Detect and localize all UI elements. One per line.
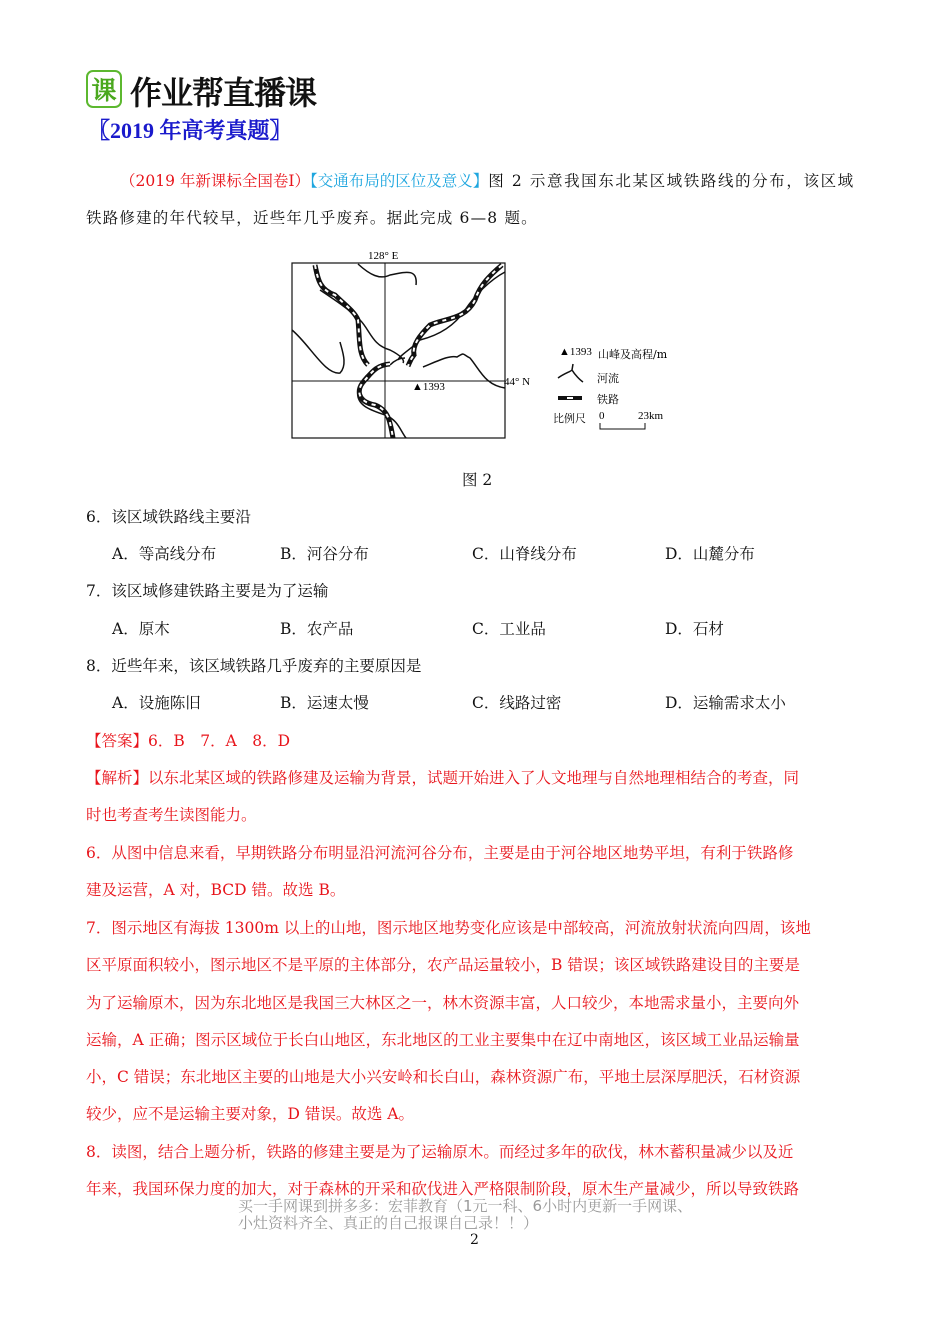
latitude-label: 44° N bbox=[504, 376, 531, 388]
analysis-line: 年来，我国环保力度的加大，对于森林的开采和砍伐进入严格限制阶段，原木生产量减少，所以导致铁路 bbox=[86, 1180, 800, 1198]
q6-option-b: B．河谷分布 bbox=[280, 545, 369, 563]
analysis-line: 建及运营，A 对，BCD 错。故选 B。 bbox=[86, 881, 346, 899]
q8-option-a: A．设施陈旧 bbox=[112, 694, 201, 712]
footer-ad-line-1: 买一手网课到拼多多：宏菲教育（1元一科、6小时内更新一手网课、 bbox=[238, 1197, 693, 1215]
intro-line-1 bbox=[120, 169, 855, 191]
analysis-line: 【解析】以东北某区域的铁路修建及运输为背景，试题开始进入了人文地理与自然地理相结合的考查，同 bbox=[86, 769, 800, 787]
brand-name: 作业帮直播课 bbox=[130, 74, 317, 112]
figure-caption: 图 2 bbox=[462, 471, 493, 489]
analysis-line: 时也考查考生读图能力。 bbox=[86, 806, 257, 824]
intro-text: 图 2 示意我国东北某区域铁路线的分布，该区域 bbox=[488, 172, 855, 190]
legend-peak-label: 山峰及高程/m bbox=[598, 348, 668, 361]
question-8-stem: 8．近些年来，该区域铁路几乎废弃的主要原因是 bbox=[86, 657, 422, 675]
q6-option-d: D．山麓分布 bbox=[665, 545, 755, 563]
analysis-line: 7．图示地区有海拔 1300m 以上的山地，图示地区地势变化应该是中部较高，河流放射状流向四周，该地 bbox=[86, 919, 811, 937]
logo-icon bbox=[86, 70, 122, 108]
q7-option-c: C．工业品 bbox=[472, 620, 546, 638]
scale-zero: 0 bbox=[599, 410, 605, 422]
analysis-line: 小，C 错误；东北地区主要的山地是大小兴安岭和长白山，森林资源广布，平地土层深厚肥沃，石材资源 bbox=[86, 1068, 801, 1086]
legend-river: 河流 bbox=[597, 372, 619, 385]
railway-map bbox=[280, 240, 700, 450]
q7-option-d: D．石材 bbox=[665, 620, 724, 638]
section-title: 〖2019 年高考真题〗 bbox=[88, 118, 292, 143]
footer-ad-line-2: 小灶资料齐全、真正的自己报课自己录！！） bbox=[238, 1214, 539, 1232]
q8-option-c: C．线路过密 bbox=[472, 694, 562, 712]
legend-scale-label: 比例尺 bbox=[553, 412, 586, 425]
q7-option-b: B．农产品 bbox=[280, 620, 354, 638]
q8-option-b: B．运速太慢 bbox=[280, 694, 369, 712]
legend-railway: 铁路 bbox=[597, 393, 619, 406]
intro-line-2: 铁路修建的年代较早，近些年几乎废弃。据此完成 6—8 题。 bbox=[86, 209, 538, 227]
peak-label: ▲1393 bbox=[412, 381, 445, 393]
answer-line: 【答案】6．B 7．A 8．D bbox=[86, 732, 291, 750]
analysis-line: 运输，A 正确；图示区域位于长白山地区，东北地区的工业主要集中在辽中南地区，该区域工业品运输量 bbox=[86, 1031, 800, 1049]
q8-option-d: D．运输需求太小 bbox=[665, 694, 786, 712]
q6-option-a: A．等高线分布 bbox=[112, 545, 217, 563]
q7-option-a: A．原木 bbox=[112, 620, 170, 638]
legend-peak: ▲1393 bbox=[559, 346, 592, 358]
analysis-line: 8．读图，结合上题分析，铁路的修建主要是为了运输原木。而经过多年的砍伐，林木蓄积量减少以及近 bbox=[86, 1143, 794, 1161]
analysis-line: 6．从图中信息来看，早期铁路分布明显沿河流河谷分布，主要是由于河谷地区地势平坦，有利于铁路修 bbox=[86, 844, 794, 862]
longitude-label: 128° E bbox=[368, 250, 399, 262]
legend-river-icon bbox=[558, 364, 583, 382]
source-label: （2019 年新课标全国卷I） bbox=[120, 172, 310, 190]
analysis-line: 较少，应不是运输主要对象，D 错误。故选 A。 bbox=[86, 1105, 414, 1123]
question-7-stem: 7．该区域修建铁路主要是为了运输 bbox=[86, 582, 329, 600]
scale-bar bbox=[600, 423, 645, 429]
analysis-line: 区平原面积较小，图示地区不是平原的主体部分，农产品运量较小，B 错误；该区域铁路建设目的主要是 bbox=[86, 956, 800, 974]
q6-option-c: C．山脊线分布 bbox=[472, 545, 577, 563]
page-number: 2 bbox=[470, 1232, 479, 1248]
question-6-stem: 6．该区域铁路线主要沿 bbox=[86, 508, 251, 526]
topic-label: 【交通布局的区位及意义】 bbox=[310, 172, 489, 190]
scale-end: 23km bbox=[638, 410, 664, 422]
analysis-line: 为了运输原木，因为东北地区是我国三大林区之一，林木资源丰富，人口较少，本地需求量小，主要向外 bbox=[86, 994, 800, 1012]
logo-glyph: 课 bbox=[91, 76, 117, 105]
